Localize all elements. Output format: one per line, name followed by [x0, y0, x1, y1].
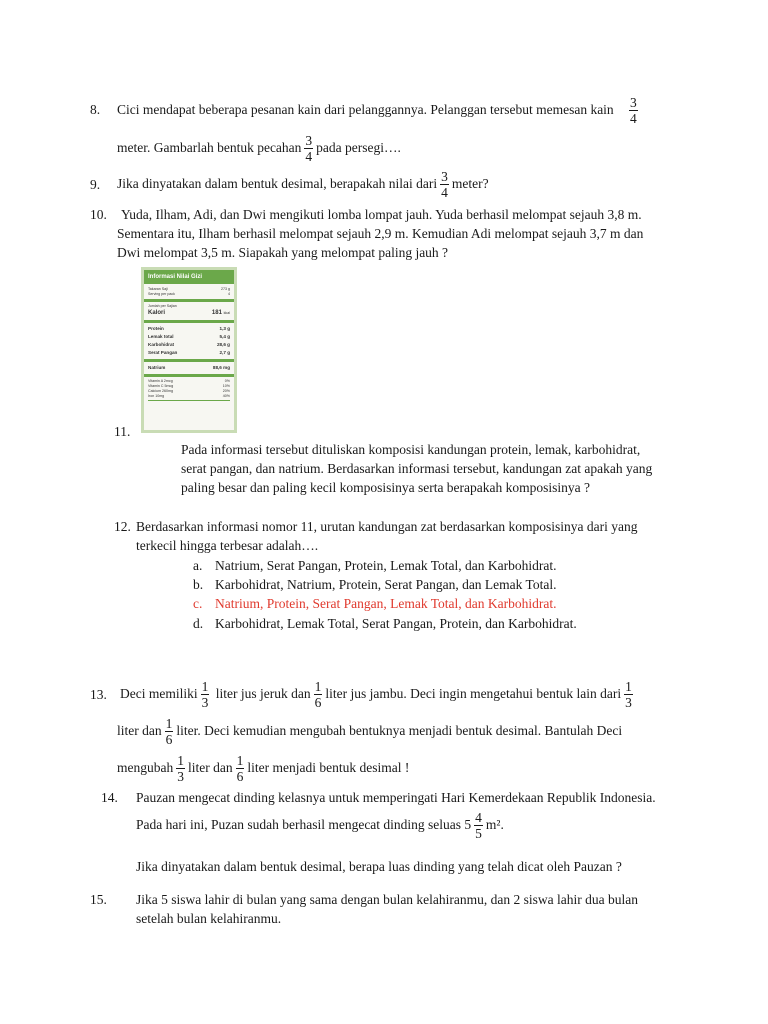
- q10-line-2: Sementara itu, Ilham berhasil melompat sejauh 2,9 m. Kemudian Adi melompat sejauh 3,7 m dan: [117, 226, 644, 241]
- q11-line-2: serat pangan, dan natrium. Berdasarkan informasi tersebut, kandungan zat apakah yang: [181, 461, 653, 476]
- nutrition-divider: [144, 320, 234, 323]
- q12-option-a-letter: a.: [193, 558, 203, 573]
- q12-option-d-letter: d.: [193, 616, 204, 631]
- q11-line-3: paling besar dan paling kecil komposisinya serta berapakah komposisinya ?: [181, 480, 591, 495]
- q12-line-1: Berdasarkan informasi nomor 11, urutan kandungan zat berdasarkan komposisinya dari yang: [136, 519, 638, 534]
- q11-line-1: Pada informasi tersebut dituliskan komposisi kandungan protein, lemak, karbohidrat,: [181, 442, 641, 457]
- q13-line-1: Deci memiliki $\frac{1}{3}$ liter jus jeruk dan $\frac{1}{6}$ liter jus jambu. Deci ingin mengetahui bentuk lain dari $\frac{1}{3}$: [120, 679, 632, 711]
- q8-fraction-1: $\frac{3}{4}$: [630, 95, 637, 126]
- q8-line-1: Cici mendapat beberapa pesanan kain dari pelanggannya. Pelanggan tersebut memesan kain: [117, 102, 614, 117]
- q14-line-1: Pauzan mengecat dinding kelasnya untuk memperingati Hari Kemerdekaan Republik Indonesia.: [136, 790, 656, 805]
- q14-line-3: Jika dinyatakan dalam bentuk desimal, berapa luas dinding yang telah dicat oleh Pauzan ?: [136, 859, 622, 874]
- q12-option-d: Karbohidrat, Lemak Total, Serat Pangan, Protein, dan Karbohidrat.: [215, 616, 577, 631]
- nutrition-footer-line: [148, 400, 230, 401]
- nutrition-vitamin-row: Vitamin A 2mcg 0%: [148, 379, 230, 383]
- nutrition-divider: [144, 374, 234, 377]
- q15-line-1: Jika 5 siswa lahir di bulan yang sama dengan bulan kelahiranmu, dan 2 siswa lahir dua bulan: [136, 892, 638, 907]
- q12-option-b-letter: b.: [193, 577, 204, 592]
- nutrition-vitamin-row: Iron 10mg 40%: [148, 394, 230, 398]
- nutrition-serving-row: Takaran Saji 273 g: [148, 287, 230, 291]
- nutrition-calories-row: Kalori 181 kkal: [148, 310, 230, 316]
- q15-line-2: setelah bulan kelahiranmu.: [136, 911, 282, 926]
- nutrition-label-panel: [144, 270, 234, 430]
- q13-line-2: liter dan $\frac{1}{6}$ liter. Deci kemudian mengubah bentuknya menjadi bentuk desimal. Bantulah Deci: [117, 716, 623, 748]
- nutrition-label-title: Informasi Nilai Gizi: [144, 270, 234, 284]
- q14-number: 14.: [101, 790, 118, 805]
- nutrition-label-image: [141, 267, 237, 433]
- q12-option-c-highlighted: Natrium, Protein, Serat Pangan, Lemak Total, dan Karbohidrat.: [215, 596, 557, 611]
- q12-option-a: Natrium, Serat Pangan, Protein, Lemak Total, dan Karbohidrat.: [215, 558, 557, 573]
- q12-number: 12.: [114, 519, 131, 534]
- q10-line-3: Dwi melompat 3,5 m. Siapakah yang melompat paling jauh ?: [117, 245, 449, 260]
- nutrition-serving-row: Serving per pack 4: [148, 292, 230, 296]
- q13-line-3: mengubah $\frac{1}{3}$ liter dan $\frac{1}{6}$ liter menjadi bentuk desimal !: [117, 753, 410, 785]
- nutrition-row: Protein 1,3 g: [148, 326, 230, 331]
- q12-option-c-letter: c.: [193, 596, 203, 611]
- nutrition-divider: [144, 359, 234, 362]
- q11-number: 11.: [114, 424, 131, 439]
- q10-number: 10.: [90, 207, 107, 222]
- nutrition-divider: [144, 299, 234, 302]
- nutrition-sodium-row: Natrium 88,6 mg: [148, 365, 230, 370]
- q9-number: 9.: [90, 177, 101, 192]
- q8-line-2: meter. Gambarlah bentuk pecahan $\frac{3}{4}$ pada persegi….: [117, 133, 401, 165]
- q13-number: 13.: [90, 687, 107, 702]
- nutrition-per-serving: Jumlah per Sajian: [148, 304, 177, 308]
- nutrition-row: Serat Pangan 2,7 g: [148, 350, 230, 355]
- nutrition-row: Lemak total 5,4 g: [148, 334, 230, 339]
- q12-option-b: Karbohidrat, Natrium, Protein, Serat Pangan, dan Lemak Total.: [215, 577, 557, 592]
- q8-number: 8.: [90, 102, 101, 117]
- q9-line: Jika dinyatakan dalam bentuk desimal, berapakah nilai dari $\frac{3}{4}$ meter?: [117, 169, 489, 201]
- q10-line-1: Yuda, Ilham, Adi, dan Dwi mengikuti lomba lompat jauh. Yuda berhasil melompat sejauh 3,8 m.: [121, 207, 642, 222]
- q12-line-2: terkecil hingga terbesar adalah….: [136, 538, 319, 553]
- nutrition-vitamin-row: Calcium 260mg 20%: [148, 389, 230, 393]
- nutrition-row: Karbohidrat 28,6 g: [148, 342, 230, 347]
- q14-line-2: Pada hari ini, Puzan sudah berhasil mengecat dinding seluas 5 $\frac{4}{5}$ m².: [136, 810, 504, 842]
- nutrition-vitamin-row: Vitamin C 5mcg 10%: [148, 384, 230, 388]
- q15-number: 15.: [90, 892, 107, 907]
